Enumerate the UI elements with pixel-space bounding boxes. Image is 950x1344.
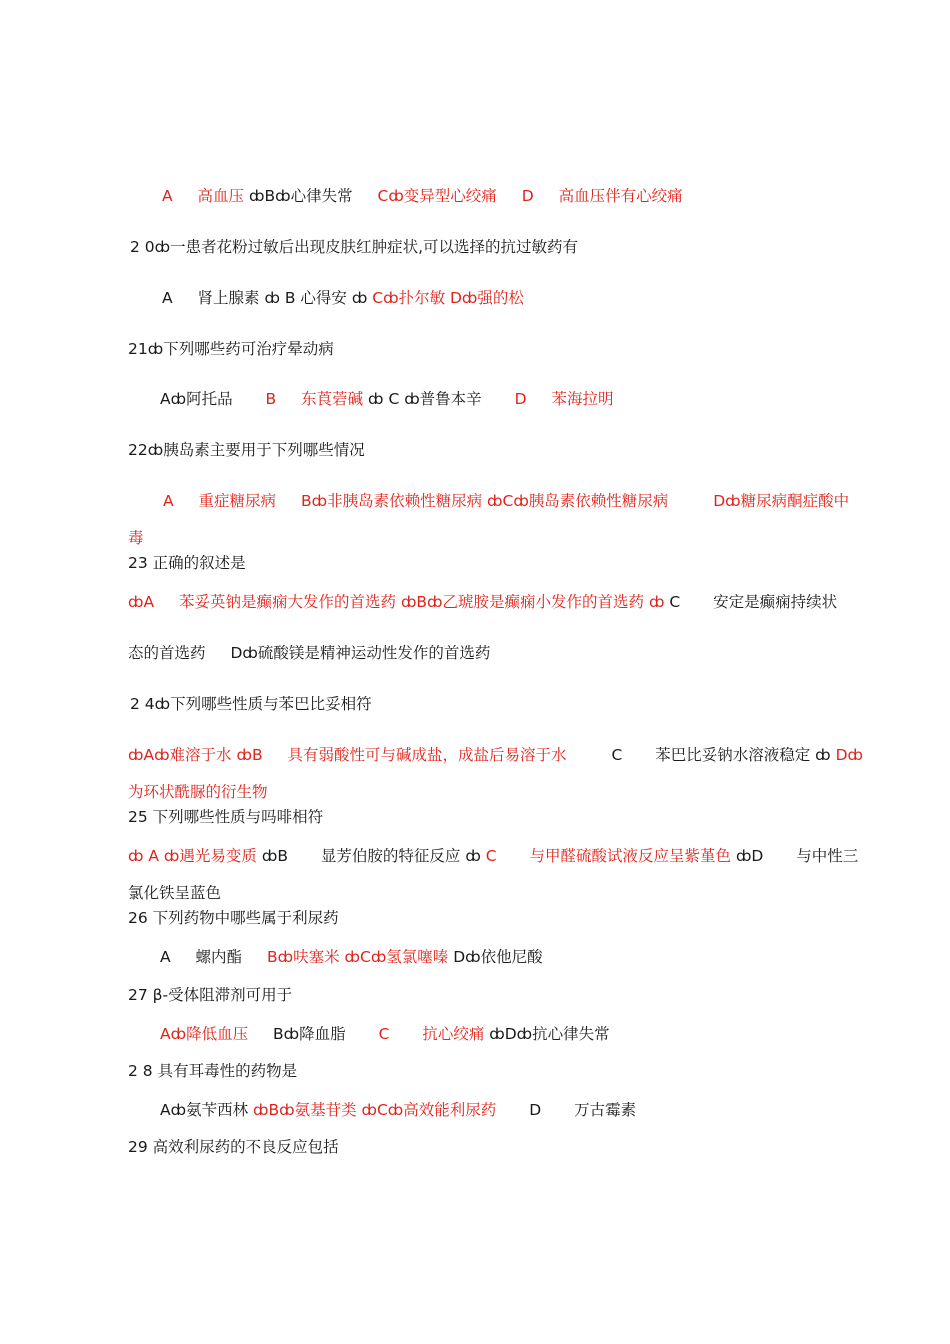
option-cd-text: Cȸ扑尔敏 Dȸ强的松 xyxy=(372,289,524,307)
question-21 xyxy=(128,338,334,360)
option-d-text: 苯海拉明 xyxy=(551,390,614,408)
option-c-text: 与甲醛硫酸试液反应呈紫堇色 xyxy=(529,847,732,865)
q27-options xyxy=(160,1023,610,1045)
question-26 xyxy=(128,907,339,929)
option-c-label: C xyxy=(669,593,681,611)
option-d-label: D xyxy=(514,390,527,408)
option-bc-text: Bȸ非胰岛素依赖性糖尿病 ȸCȸ胰岛素依赖性糖尿病 xyxy=(301,492,669,510)
option-a-text: Aȸ降低血压 xyxy=(160,1025,249,1043)
option-c-text: 苯巴比妥钠水溶液稳定 ȸ xyxy=(655,746,831,764)
option-bc-text: Bȸ呋塞米 ȸCȸ氢氯噻嗪 xyxy=(267,948,449,966)
option-a-text: Aȸ阿托品 xyxy=(160,390,233,408)
option-d-label: D xyxy=(521,187,534,205)
option-b-text: 显芳伯胺的特征反应 ȸ xyxy=(320,847,481,865)
option-a-label: ȸA xyxy=(128,593,155,611)
option-d-text: 与中性三 xyxy=(796,847,859,865)
option-a-text: 重症糖尿病 xyxy=(198,492,277,510)
option-b-text: 具有弱酸性可与碱成盐，成盐后易溶于水 xyxy=(287,746,567,764)
option-d-text-cont: 毒 xyxy=(128,529,144,547)
option-bc-text: ȸBȸ氨基苷类 ȸCȸ高效能利尿药 xyxy=(253,1101,497,1119)
option-a-label: A xyxy=(160,948,171,966)
option-c-label: C xyxy=(611,746,623,764)
q26-options xyxy=(160,946,543,968)
q23-options xyxy=(128,591,837,613)
q21-options xyxy=(160,388,614,410)
q19-options xyxy=(162,185,683,207)
option-b-text: ȸBȸ心律失常 xyxy=(249,187,353,205)
q20-options xyxy=(162,287,524,309)
option-ab-text: 肾上腺素 ȸ B 心得安 ȸ xyxy=(197,289,368,307)
option-a-text: ȸ A ȸ遇光易变质 xyxy=(128,847,257,865)
question-text: 2 4ȸ下列哪些性质与苯巴比妥相符 xyxy=(130,695,372,713)
option-ab-label: ȸAȸ难溶于水 ȸB xyxy=(128,746,263,764)
option-a-text: 螺内酯 xyxy=(195,948,243,966)
q25-options-wrap xyxy=(128,882,221,904)
option-d-text: Dȸ依他尼酸 xyxy=(453,948,543,966)
option-b-label: B xyxy=(265,390,277,408)
option-b-label: ȸB xyxy=(261,847,288,865)
question-23 xyxy=(128,552,246,574)
q28-options xyxy=(160,1099,636,1121)
option-c-text-cont: 态的首选药 xyxy=(128,644,206,662)
question-text: 21ȸ下列哪些药可治疗晕动病 xyxy=(128,340,334,358)
q25-options xyxy=(128,845,858,867)
q24-options-wrap xyxy=(128,781,268,803)
option-d-text: ȸDȸ抗心律失常 xyxy=(489,1025,610,1043)
option-b-text: 东莨菪碱 xyxy=(301,390,364,408)
q23-options-wrap xyxy=(128,642,490,664)
option-a-label: A xyxy=(162,289,173,307)
option-c-text: 安定是癫痫持续状 xyxy=(713,593,838,611)
option-b-text: Bȸ降血脂 xyxy=(273,1025,346,1043)
option-d-label: Dȸ xyxy=(835,746,863,764)
option-a-text: 高血压 xyxy=(197,187,245,205)
option-d-text-cont: 氯化铁呈蓝色 xyxy=(128,884,222,902)
question-text: 23 正确的叙述是 xyxy=(128,554,246,572)
option-a-label: A xyxy=(162,187,173,205)
question-text: 27 β-受体阻滞剂可用于 xyxy=(128,986,293,1004)
option-c-text: 抗心绞痛 xyxy=(422,1025,485,1043)
q22-options xyxy=(163,490,849,512)
option-c-label: C xyxy=(485,847,497,865)
option-d-label: D xyxy=(529,1101,542,1119)
q22-options-wrap xyxy=(128,527,144,549)
q24-options xyxy=(128,744,863,766)
question-text: 2 0ȸ一患者花粉过敏后出现皮肤红肿症状,可以选择的抗过敏药有 xyxy=(130,238,579,256)
option-c-label: C xyxy=(378,1025,390,1043)
question-text: 26 下列药物中哪些属于利尿药 xyxy=(128,909,339,927)
question-text: 25 下列哪些性质与吗啡相符 xyxy=(128,808,324,826)
question-20 xyxy=(130,236,578,258)
question-text: 22ȸ胰岛素主要用于下列哪些情况 xyxy=(128,441,365,459)
option-a-label: A xyxy=(163,492,174,510)
option-d-text: Dȸ硫酸镁是精神运动性发作的首选药 xyxy=(230,644,491,662)
option-d-label: ȸD xyxy=(735,847,764,865)
option-d-text: 高血压伴有心绞痛 xyxy=(558,187,683,205)
option-c-text: ȸ C ȸ普鲁本辛 xyxy=(368,390,482,408)
question-28 xyxy=(128,1060,297,1082)
question-24 xyxy=(130,693,372,715)
option-c-text: Cȸ变异型心绞痛 xyxy=(377,187,497,205)
question-text: 29 高效利尿药的不良反应包括 xyxy=(128,1138,339,1156)
question-25 xyxy=(128,806,323,828)
question-text: 2 8 具有耳毒性的药物是 xyxy=(128,1062,298,1080)
option-a-text: Aȸ氨苄西林 xyxy=(160,1101,254,1119)
question-27 xyxy=(128,984,292,1006)
option-d-text: 为环状酰脲的衍生物 xyxy=(128,783,268,801)
question-29 xyxy=(128,1136,339,1158)
option-d-text: Dȸ糖尿病酮症酸中 xyxy=(713,492,850,510)
option-d-text: 万古霉素 xyxy=(574,1101,637,1119)
question-22 xyxy=(128,439,365,461)
option-ab-text: 苯妥英钠是癫痫大发作的首选药 ȸBȸ乙琥胺是癫痫小发作的首选药 ȸ xyxy=(179,593,665,611)
